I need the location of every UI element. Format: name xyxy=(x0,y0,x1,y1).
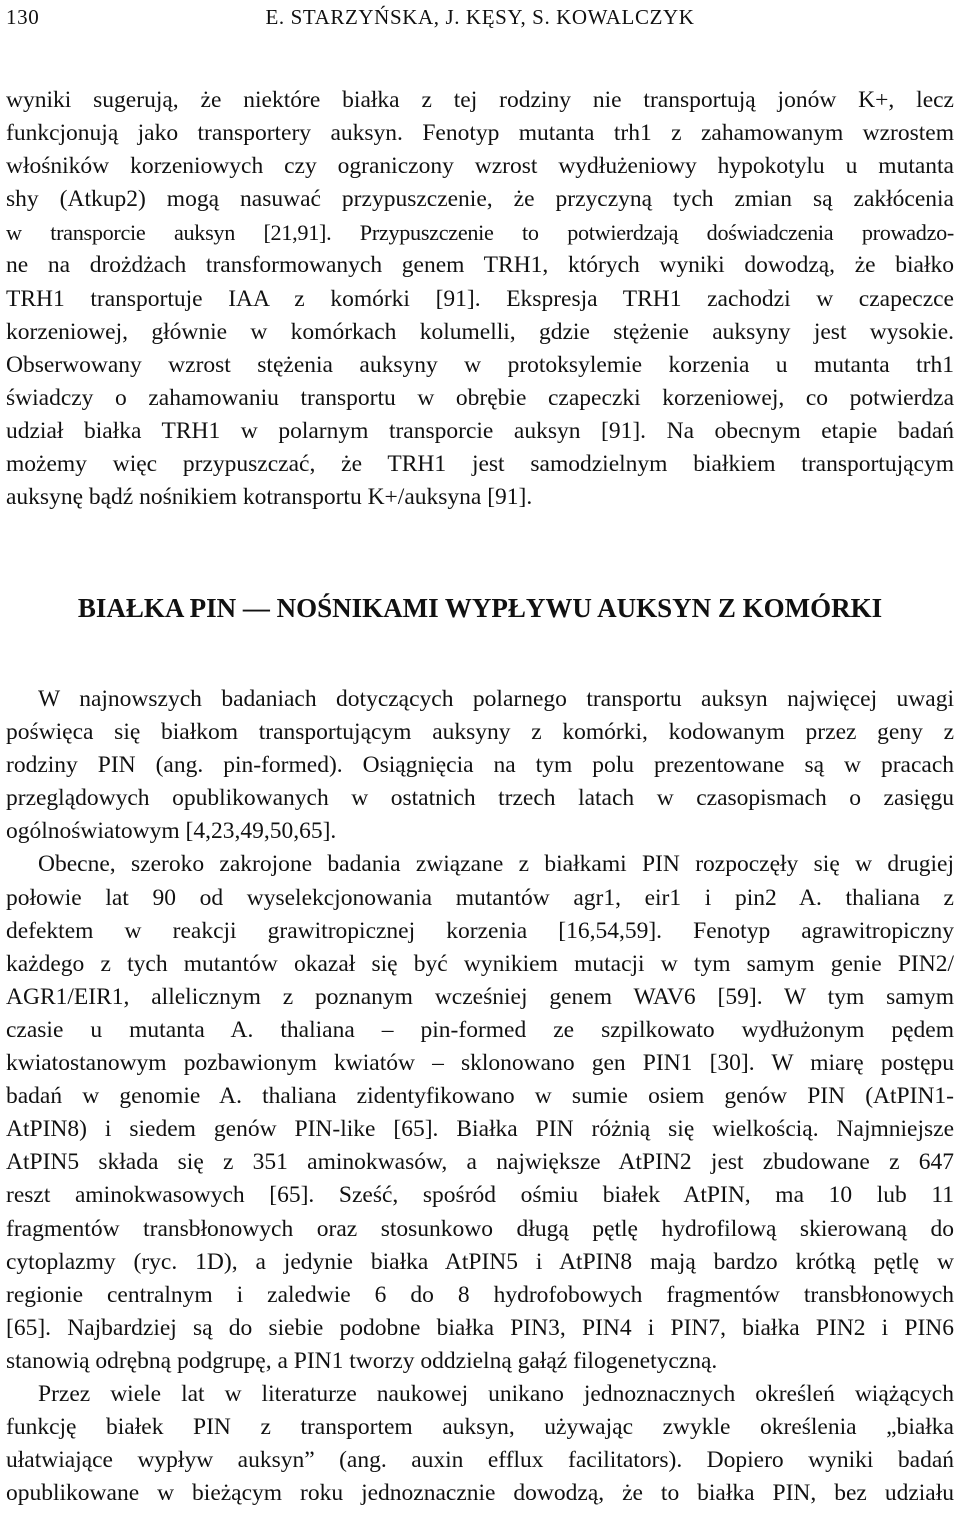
text-line: stanowią odrębną podgrupę, a PIN1 tworzy oddzielną gałąź filogenetyczną. xyxy=(6,1347,718,1374)
text-line: W najnowszych badaniach dotyczących polarnego transportu auksyn najwięcej uwagi xyxy=(38,686,954,712)
text-line: cytoplazmy (ryc. 1D), a jedynie białka AtPIN5 i AtPIN8 mają bardzo krótką pętlę w xyxy=(6,1248,954,1275)
text-line: możemy więc przypuszczać, że TRH1 jest samodzielnym białkiem transportującym xyxy=(6,451,954,478)
text-line: AGR1/EIR1, allelicznym z poznanym wcześniej genem WAV6 [59]. W tym samym xyxy=(6,983,954,1010)
text-line: fragmentów transbłonowych oraz stosunkowo długą pętlę hydrofilową skierowaną do xyxy=(6,1215,954,1242)
text-line: w transporcie auksyn [21,91]. Przypuszczenie to potwierdzają doświadczenia prowadzo- xyxy=(6,220,954,246)
intro-paragraph xyxy=(6,84,954,514)
text-line: Obserwowany wzrost stężenia auksyny w protoksylemie korzenia u mutanta trh1 xyxy=(6,351,954,378)
text-line: [65]. Najbardziej są do siebie podobne białka PIN3, PIN4 i PIN7, białka PIN2 i PIN6 xyxy=(6,1314,954,1341)
running-header xyxy=(6,4,954,30)
body-paragraphs xyxy=(6,683,954,1510)
text-line: regionie centralnym i zaledwie 6 do 8 hydrofobowych fragmentów transbłonowych xyxy=(6,1281,954,1308)
text-line: świadczy o zahamowaniu transportu w obrębie czapeczki korzeniowej, co potwierdza xyxy=(6,384,954,411)
text-line: reszt aminokwasowych [65]. Sześć, spośród ośmiu białek AtPIN, ma 10 lub 11 xyxy=(6,1182,954,1209)
text-line: Przez wiele lat w literaturze naukowej unikano jednoznacznych określeń wiążących xyxy=(38,1380,954,1407)
text-line: połowie lat 90 od wyselekcjonowania mutantów agr1, eir1 i pin2 A. thaliana z xyxy=(6,884,954,911)
text-line: korzeniowej, głównie w komórkach kolumelli, gdzie stężenie auksyny jest wysokie. xyxy=(6,318,954,345)
text-line: rodziny PIN (ang. pin-formed). Osiągnięcia na tym polu prezentowane są w pracach xyxy=(6,752,954,779)
text-line: ne na drożdżach transformowanych genem TRH1, których wyniki dowodzą, że białko xyxy=(6,252,954,279)
text-line: AtPIN8) i siedem genów PIN-like [65]. Białka PIN różnią się wielkością. Najmniejsze xyxy=(6,1116,954,1143)
text-line: funkcję białek PIN z transportem auksyn, używając zwykle określenia „białka xyxy=(6,1414,954,1441)
text-line: badań w genomie A. thaliana zidentyfikowano w sumie osiem genów PIN (AtPIN1- xyxy=(6,1083,954,1110)
text-line: poświęca się białkom transportującym auksyny z komórki, kodowanym przez geny z xyxy=(6,719,954,746)
text-line: TRH1 transportuje IAA z komórki [91]. Ekspresja TRH1 zachodzi w czapeczce xyxy=(6,285,954,312)
text-line: ułatwiające wypływ auksyn” (ang. auxin efflux facilitators). Dopiero wyniki badań xyxy=(6,1447,954,1474)
text-line: opublikowane w bieżącym roku jednoznacznie dowodzą, że to białka PIN, bez udziału xyxy=(6,1480,954,1507)
text-line: kwiatostanowym pozbawionym kwiatów – sklonowano gen PIN1 [30]. W miarę postępu xyxy=(6,1050,954,1077)
text-line: AtPIN5 składa się z 351 aminokwasów, a największe AtPIN2 jest zbudowane z 647 xyxy=(6,1149,954,1176)
text-line: każdego z tych mutantów okazał się być wynikiem mutacji w tym samym genie PIN2/ xyxy=(6,950,954,977)
page-number: 130 xyxy=(6,5,40,29)
text-line: ogólnoświatowym [4,23,49,50,65]. xyxy=(6,818,337,845)
text-line: wyniki sugerują, że niektóre białka z tej rodziny nie transportują jonów K+, lecz xyxy=(6,87,954,113)
text-line: Obecne, szeroko zakrojone badania związane z białkami PIN rozpoczęły się w drugiej xyxy=(38,851,954,878)
text-line: czasie u mutanta A. thaliana – pin-formed ze szpilkowato wydłużonym pędem xyxy=(6,1016,954,1043)
section-heading: BIAŁKA PIN — NOŚNIKAMI WYPŁYWU AUKSYN Z KOMÓRKI xyxy=(77,593,883,623)
text-line: funkcjonują jako transportery auksyn. Fenotyp mutanta trh1 z zahamowanym wzrostem xyxy=(6,120,954,147)
text-line: defektem w reakcji grawitropicznej korzenia [16,54,59]. Fenotyp agrawitropiczny xyxy=(6,917,954,944)
text-line: włośników korzeniowych czy ograniczony wzrost wydłużeniowy hypokotylu u mutanta xyxy=(6,153,954,180)
text-line: przeglądowych opublikowanych w ostatnich trzech latach w czasopismach o zasięgu xyxy=(6,785,954,812)
running-title-authors: E. STARZYŃSKA, J. KĘSY, S. KOWALCZYK xyxy=(265,5,695,29)
text-line: shy (Atkup2) mogą nasuwać przypuszczenie, że przyczyną tych zmian są zakłócenia xyxy=(6,186,954,213)
text-line: udział białka TRH1 w polarnym transporcie auksyn [91]. Na obecnym etapie badań xyxy=(6,417,954,444)
text-line: auksynę bądź nośnikiem kotransportu K+/auksyna [91]. xyxy=(6,484,533,511)
